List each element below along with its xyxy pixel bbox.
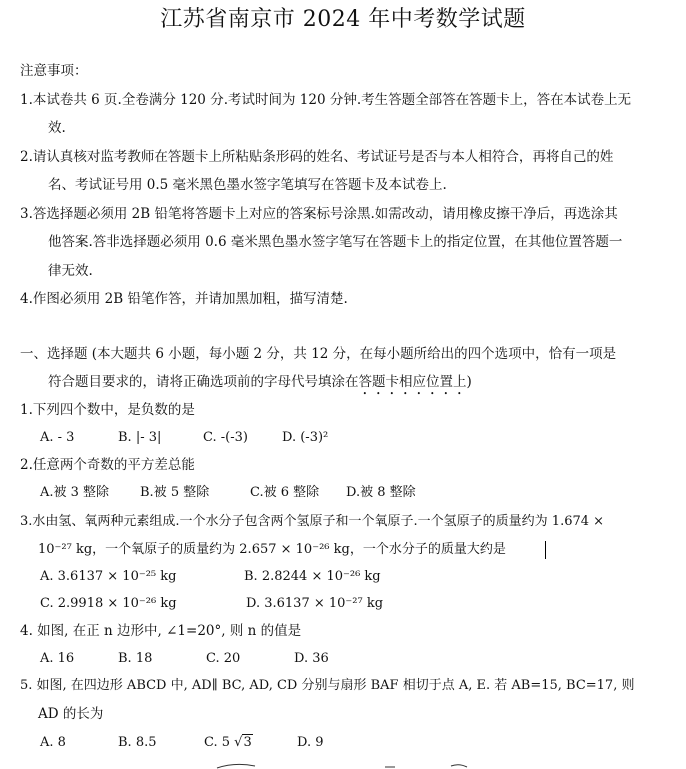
notice-item-3: 3.答选择题必须用 2B 铅笔将答题卡上对应的答案标号涂黑.如需改动，请用橡皮擦干净后，再选涂其 xyxy=(20,206,618,222)
question-1-option-a: A. - 3 xyxy=(40,430,75,445)
figure-fragment xyxy=(215,762,475,769)
question-2-stem: 2.任意两个奇数的平方差总能 xyxy=(20,457,195,473)
question-4-option-c: C. 20 xyxy=(206,651,241,666)
question-5-option-a: A. 8 xyxy=(40,735,66,750)
question-5-option-c-text: C. 5 xyxy=(204,735,231,750)
question-2-option-d: D.被 8 整除 xyxy=(346,485,416,500)
notice-item-2: 2.请认真核对监考教师在答题卡上所粘贴条形码的姓名、考试证号是否与本人相符合，再将自己的姓 xyxy=(20,149,614,165)
section-heading-cont xyxy=(48,373,472,398)
notice-item-1-cont: 效. xyxy=(48,120,66,136)
question-3-option-b: B. 2.8244 × 10⁻²⁶ kg xyxy=(244,569,381,584)
question-4-option-d: D. 36 xyxy=(294,651,329,666)
notice-item-3-cont: 他答案.答非选择题必须用 0.6 毫米黑色墨水签字笔写在答题卡上的指定位置，在其他位置答题一 xyxy=(48,234,623,250)
section-heading: 一、选择题 (本大题共 6 小题，每小题 2 分，共 12 分，在每小题所给出的四个选项中，恰有一项是 xyxy=(20,346,617,362)
question-3-option-d: D. 3.6137 × 10⁻²⁷ kg xyxy=(246,596,384,611)
question-3-option-c: C. 2.9918 × 10⁻²⁶ kg xyxy=(40,596,177,611)
question-5-option-d: D. 9 xyxy=(297,735,324,750)
question-5-option-c xyxy=(204,734,253,752)
page-title: 江苏省南京市 2024 年中考数学试题 xyxy=(160,7,526,32)
question-2-option-c: C.被 6 整除 xyxy=(250,485,320,500)
question-2-option-b: B.被 5 整除 xyxy=(140,485,210,500)
question-2-option-a: A.被 3 整除 xyxy=(40,485,110,500)
question-3-option-a: A. 3.6137 × 10⁻²⁵ kg xyxy=(40,569,177,584)
question-1-stem: 1.下列四个数中，是负数的是 xyxy=(20,402,195,418)
sqrt-symbol: √ xyxy=(234,735,243,750)
section-instruction: 符合题目要求的，请将正确选项前的字母代号填涂在 xyxy=(48,374,359,390)
question-1-option-b: B. |- 3| xyxy=(118,430,162,445)
section-instruction-emphasis: 答题卡相应位置上 xyxy=(358,374,467,390)
notice-item-4: 4.作图必须用 2B 铅笔作答，并请加黑加粗，描写清楚. xyxy=(20,291,348,307)
question-1-option-c: C. -(-3) xyxy=(203,430,248,445)
question-5-option-b: B. 8.5 xyxy=(118,735,157,750)
notice-heading: 注意事项： xyxy=(20,63,88,79)
question-5-stem: 5. 如图, 在四边形 ABCD 中, AD∥ BC, AD, CD 分别与扇形 BAF 相切于点 A, E. 若 AB=15, BC=17, 则 xyxy=(20,678,635,693)
sqrt-radicand: 3 xyxy=(243,735,252,750)
notice-item-2-cont: 名、考试证号用 0.5 毫米黑色墨水签字笔填写在答题卡及本试卷上. xyxy=(48,177,447,193)
question-4-option-a: A. 16 xyxy=(40,651,75,666)
question-3-stem-cont: 10⁻²⁷ kg，一个氧原子的质量约为 2.657 × 10⁻²⁶ kg，一个水分子的质量大约是 xyxy=(38,542,506,557)
question-4-option-b: B. 18 xyxy=(118,651,153,666)
question-4-stem: 4. 如图, 在正 n 边形中, ∠1=20°, 则 n 的值是 xyxy=(20,623,302,639)
section-instruction-end: ) xyxy=(466,374,472,390)
question-1-option-d: D. (-3)² xyxy=(282,430,329,445)
notice-item-1: 1.本试卷共 6 页.全卷满分 120 分.考试时间为 120 分钟.考生答题全部答在答题卡上，答在本试卷上无 xyxy=(20,92,632,108)
notice-item-3-cont2: 律无效. xyxy=(48,263,93,279)
question-5-stem-cont: AD 的长为 xyxy=(38,706,104,722)
text-cursor xyxy=(545,541,546,559)
question-3-stem: 3.水由氢、氧两种元素组成.一个水分子包含两个氢原子和一个氧原子.一个氢原子的质量约为 1.674 × xyxy=(20,514,605,529)
